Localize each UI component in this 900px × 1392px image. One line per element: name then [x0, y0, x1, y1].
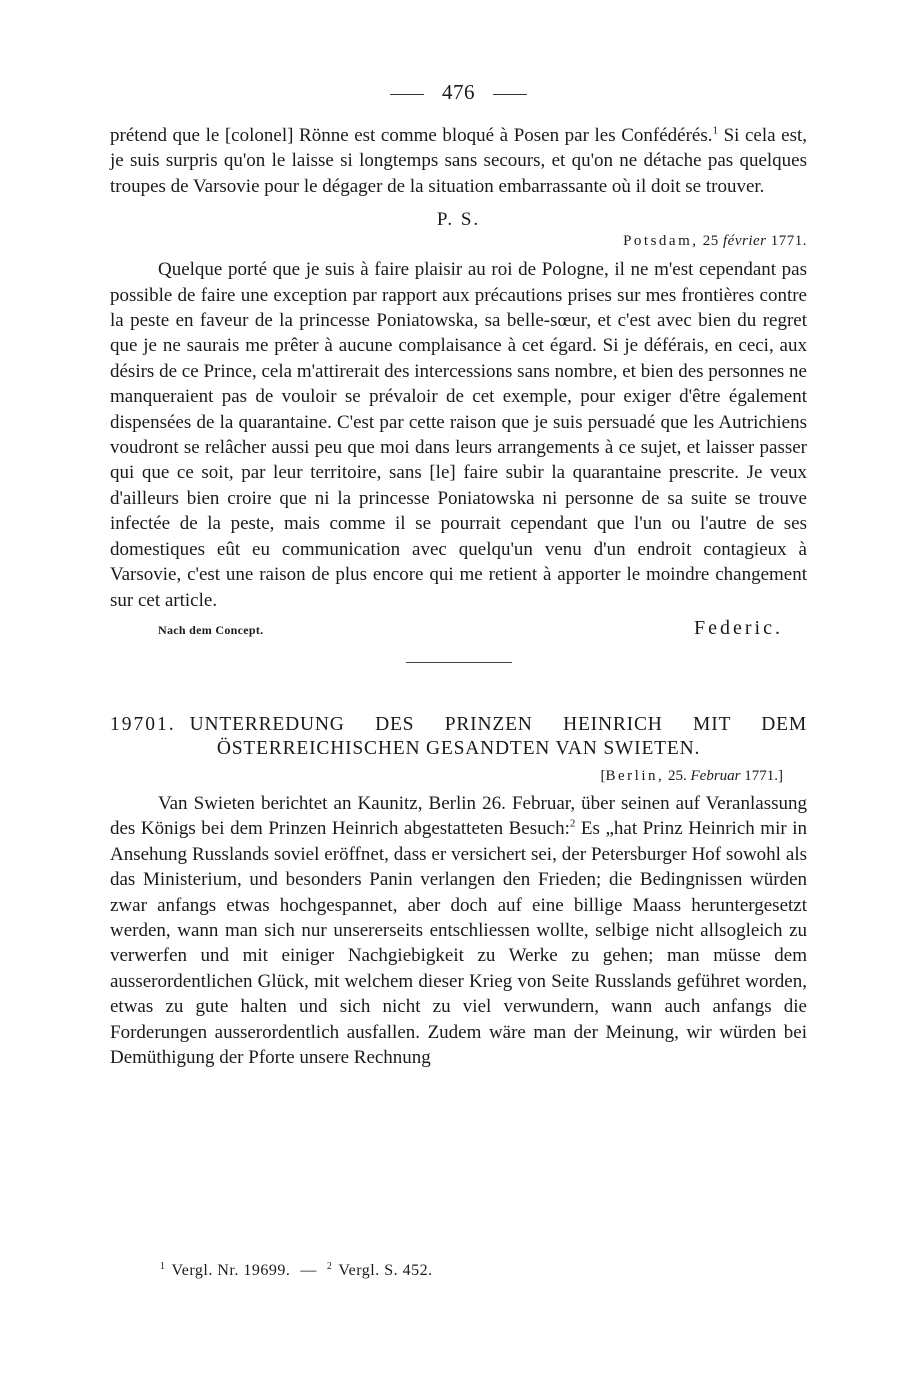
- postscript-month: février: [723, 233, 767, 250]
- footnote-2-text: Vergl. S. 452.: [338, 1262, 433, 1279]
- page-header: [110, 80, 807, 105]
- footnote-separator: —: [300, 1262, 317, 1279]
- document-page: [110, 80, 807, 1070]
- section-text-start: Van Swieten berichtet an Kaunitz, Berlin 26. Februar, über seinen auf Veranlassung des Königs bei dem Prinzen Heinrich abgestatteten Besuch:: [110, 792, 807, 840]
- footnote-1-text: Vergl. Nr. 19699.: [171, 1262, 291, 1279]
- postscript-label: P. S.: [436, 209, 481, 231]
- source-note: Nach dem Concept.: [158, 622, 264, 637]
- section-month: Februar: [690, 767, 741, 784]
- letter-end-text: prétend que le [colonel] Rönne est comme bloqué à Posen par les Confédérés.: [110, 125, 713, 146]
- postscript-place: Potsdam,: [623, 233, 699, 250]
- postscript-day: 25: [702, 233, 719, 250]
- page-number: 476: [442, 80, 475, 104]
- signoff: [110, 617, 807, 640]
- postscript-dateline: [110, 231, 807, 251]
- header-dash-right: [493, 94, 527, 95]
- postscript-year: 1771.: [770, 233, 807, 250]
- section-place: Berlin,: [605, 767, 665, 784]
- section-dateline: [110, 765, 807, 787]
- section-divider: [406, 662, 512, 663]
- section-number: 19701.: [110, 713, 176, 735]
- section-day: 25.: [668, 767, 687, 784]
- postscript-paragraph: Quelque porté que je suis à faire plaisir au roi de Pologne, il ne m'est cependant pas possible de faire une exception par rapport aux précautions prises sur mes frontières contre la peste en faveur de la princesse Poniatowska, sa belle-sœur, et c'est avec bien du regret que je ne saurais me prêter à aucune complaisance à cet égard. Si je déférais, en ceci, aux désirs de ce Prince, cela m'attirerait des intercessions sans nombre, et bien des personnes ne manqueraient pas de vouloir se prévaloir de cet exemple, pour exiger d'être également dispensées de la quarantaine. C'est par cette raison que je suis persuadé que les Autrichiens voudront se relâcher aussi peu que moi dans leurs arrangements à ce sujet, et laisser passer qui que ce soit, par leur territoire, sans [le] faire subir la quarantaine prescrite. Je veux d'ailleurs bien croire que ni la princesse Poniatowska ni personne de sa suite se trouve infectée de la peste, mais comme il se pourrait cependant que l'un ou l'autre de ses domestiques eût eu communication avec quelqu'un venu d'un endroit contagieux à Varsovie, c'est une raison de plus encore qui me retient à apporter le moindre changement sur cet article.: [110, 259, 807, 611]
- section-heading: [110, 713, 807, 761]
- letter-end-text-after: Si cela est, je suis surpris qu'on le laisse si longtemps sans secours, et qu'on ne détache pas quelques troupes de Varsovie pour le dégager de la situation embarrassante où il doit se trouver.: [110, 125, 808, 197]
- letter-end-paragraph: [110, 123, 807, 199]
- section-heading-line1: [110, 713, 807, 737]
- section-title-line1: UNTERREDUNG DES PRINZEN HEINRICH MIT DEM: [189, 713, 807, 735]
- section-paragraph: [110, 791, 807, 1070]
- footnote-1-mark: 1: [160, 1260, 166, 1272]
- section-text-rest: Es „hat Prinz Heinrich mir in Ansehung Russlands soviel eröffnet, dass er versichert sei, der Petersburger Hof sowohl als das Ministerium, und besonders Panin verlangen den Frieden; die Bedingnissen würden zwar anfangs etwas hochgespannet, aber doch auf eine billige Maass heruntergesetzt werden, wann man sich nur unsererseits entschliessen wollte, selbige nicht allsogleich zu verwerfen und mit einiger Nachgiebigkeit zu Werke zu gehen; man müsse dem ausserordentlichen Glück, mit welchem dieser Krieg von Seite Russlands geführet worden, etwas zu gute halten und sich nicht zu viel verwundern, wann auch anfangs die Forderungen ausserordentlich ausfallen. Zudem wäre man der Meinung, wir würden bei Demüthigung der Pforte unsere Rechnung: [110, 818, 808, 1068]
- signature: Federic.: [694, 616, 783, 639]
- section-date-open: [: [600, 767, 606, 784]
- footnote-2-mark: 2: [326, 1260, 333, 1272]
- footnotes: [160, 1262, 433, 1280]
- section-year: 1771.]: [744, 767, 783, 784]
- section-title-line2: ÖSTERREICHISCHEN GESANDTEN VAN SWIETEN.: [216, 737, 701, 759]
- header-dash-left: [390, 94, 424, 95]
- footnote-mark-2: 2: [569, 817, 576, 830]
- footnote-mark-1: 1: [712, 124, 718, 137]
